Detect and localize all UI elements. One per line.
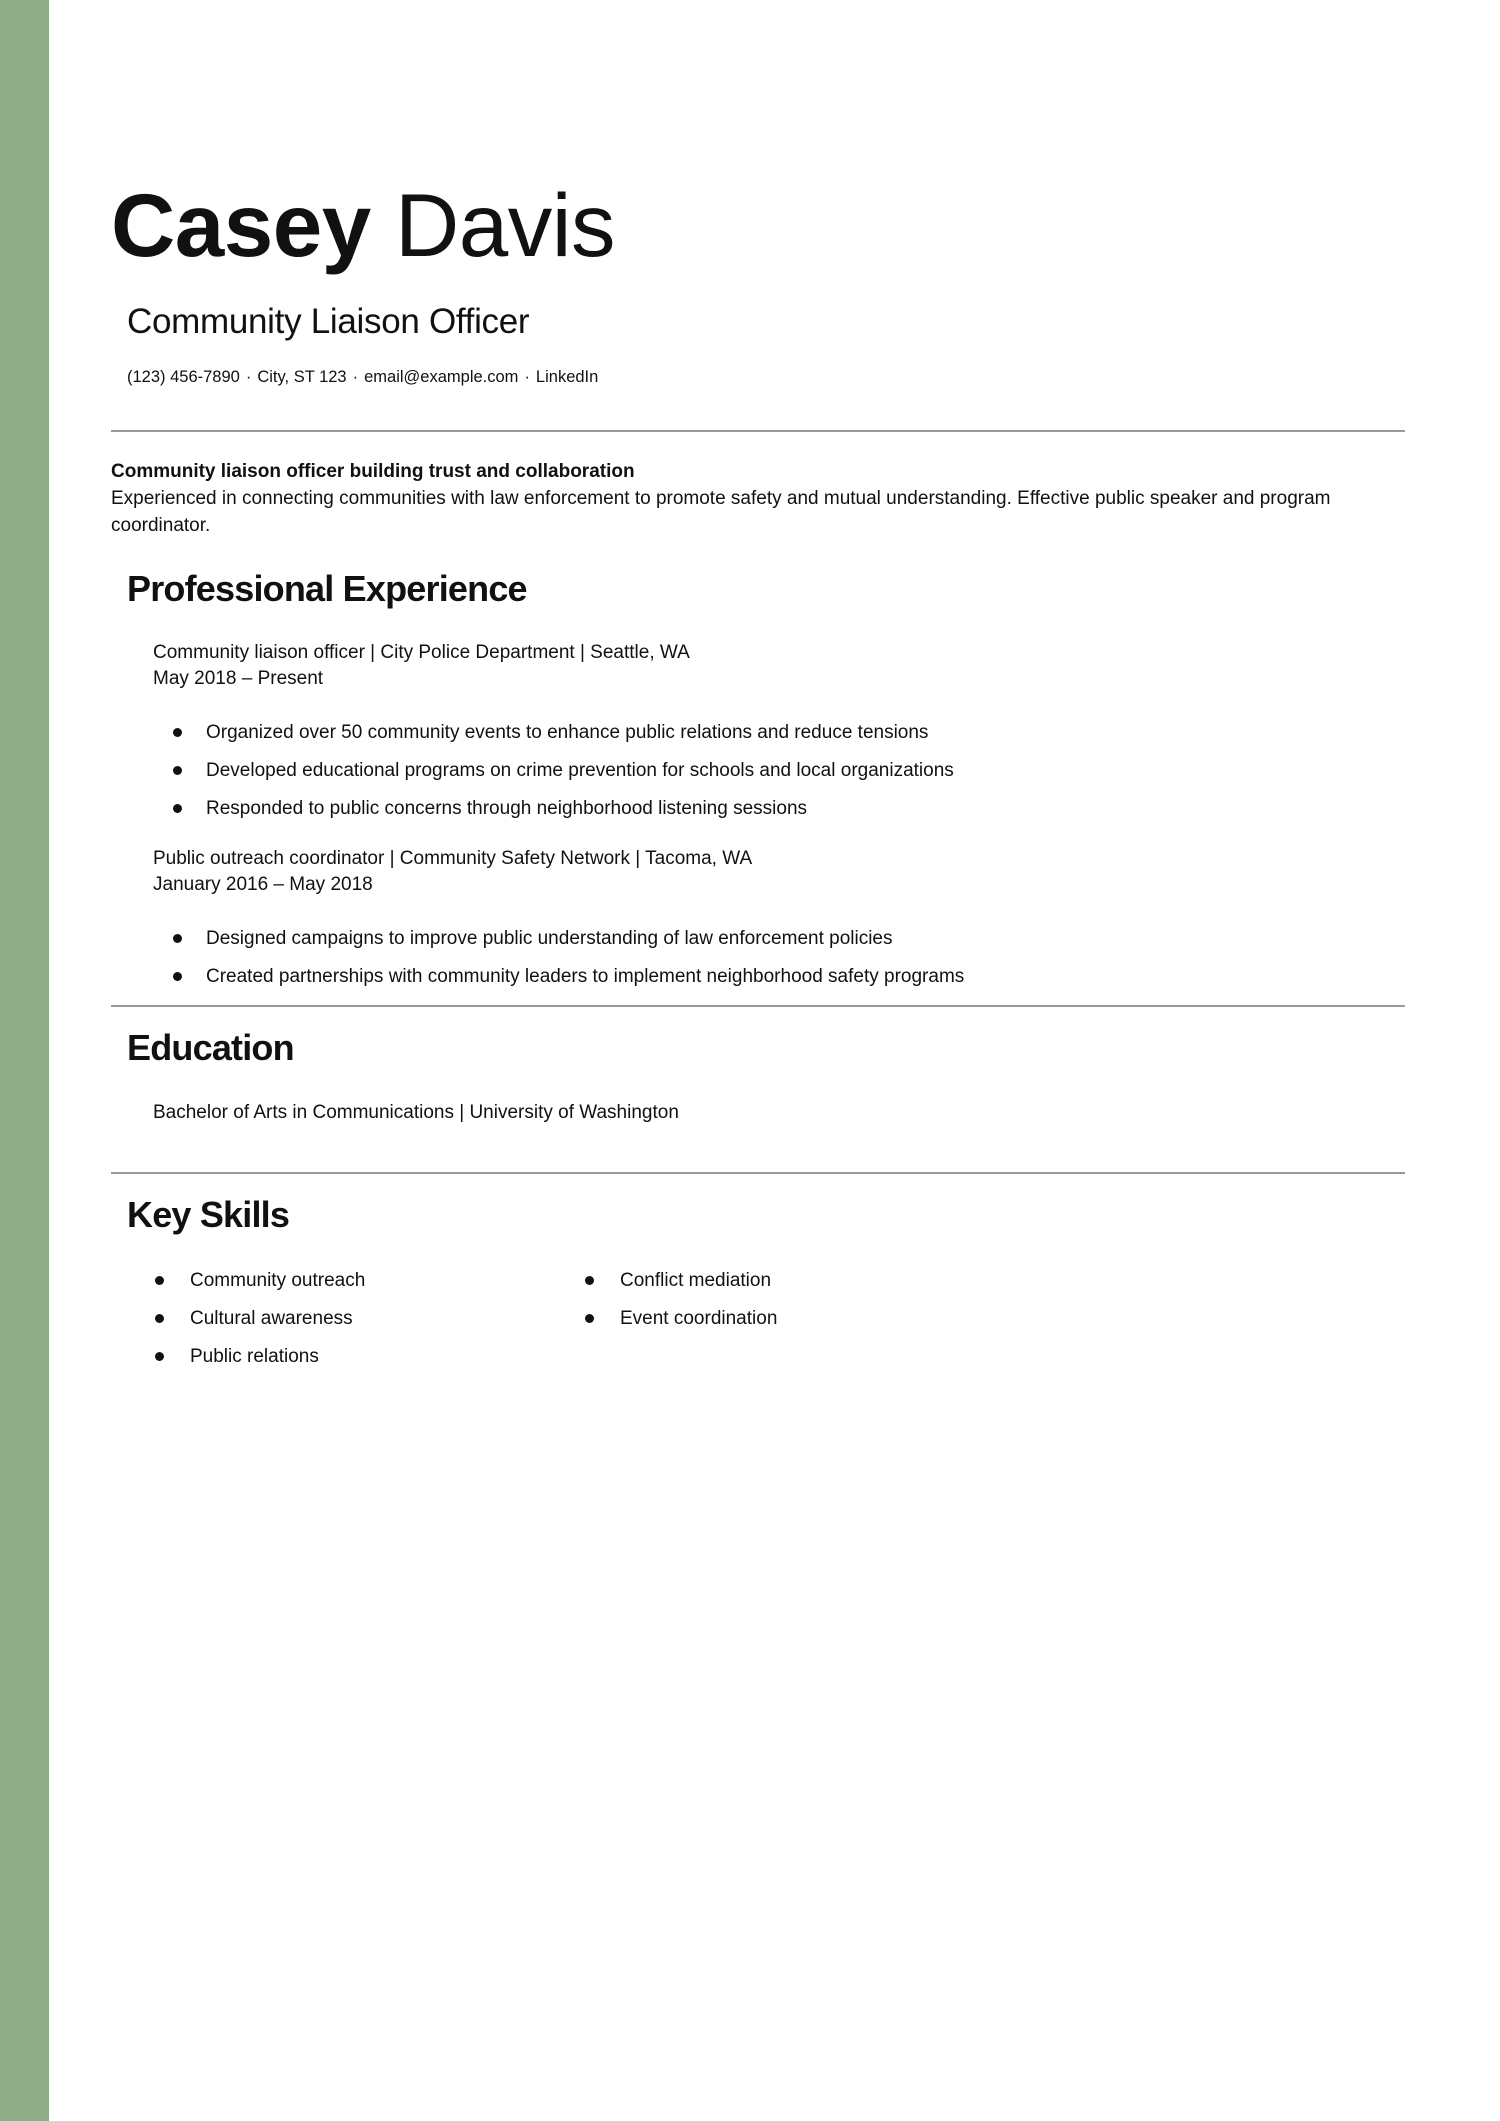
separator-dot: · xyxy=(524,368,530,386)
separator-dot: · xyxy=(352,368,359,386)
bullet-text: Responded to public concerns through neighborhood listening sessions xyxy=(206,798,808,819)
job-bullets xyxy=(153,714,1383,828)
job-dates: January 2016 – May 2018 xyxy=(153,874,373,895)
skills-column-1 xyxy=(138,1262,568,1376)
contact-line xyxy=(127,366,598,388)
contact-email[interactable]: email@example.com xyxy=(364,368,519,386)
header-divider xyxy=(111,430,1405,432)
job-title: Community Liaison Officer xyxy=(127,302,530,341)
bullet-item xyxy=(153,714,1383,752)
skill-text: Conflict mediation xyxy=(620,1270,772,1291)
experience-divider xyxy=(111,1005,1405,1007)
experience-heading: Professional Experience xyxy=(127,568,527,609)
bullet-item xyxy=(153,752,1383,790)
job-header: Public outreach coordinator | Community Safety Network | Tacoma, WA xyxy=(153,848,753,869)
education-entry: Bachelor of Arts in Communications | University of Washington xyxy=(153,1102,679,1123)
job-header: Community liaison officer | City Police Department | Seattle, WA xyxy=(153,642,690,663)
summary-headline: Community liaison officer building trust and collaboration xyxy=(111,461,635,482)
bullet-icon xyxy=(585,1314,594,1323)
bullet-icon xyxy=(585,1276,594,1285)
bullet-item xyxy=(153,920,1383,958)
bullet-icon xyxy=(155,1314,164,1323)
skill-item xyxy=(138,1338,568,1376)
contact-location: City, ST 123 xyxy=(257,368,347,386)
bullet-icon xyxy=(173,804,182,813)
skill-item xyxy=(568,1300,777,1338)
last-name: Davis xyxy=(395,175,616,275)
bullet-icon xyxy=(173,766,182,775)
skill-item xyxy=(568,1262,777,1300)
skill-item xyxy=(138,1262,568,1300)
skills-list xyxy=(138,1262,777,1376)
first-name: Casey xyxy=(111,175,371,275)
bullet-icon xyxy=(173,972,182,981)
job-bullets xyxy=(153,920,1383,996)
summary-body: Experienced in connecting communities with law enforcement to promote safety and mutual understanding. Effective public speaker and program coordinator. xyxy=(111,488,1331,536)
job-entry xyxy=(153,846,1383,996)
skill-text: Event coordination xyxy=(620,1308,778,1329)
bullet-icon xyxy=(155,1352,164,1361)
bullet-text: Organized over 50 community events to enhance public relations and reduce tensions xyxy=(206,722,929,743)
job-entry xyxy=(153,640,1383,828)
skill-text: Cultural awareness xyxy=(190,1308,353,1329)
bullet-item xyxy=(153,790,1383,828)
bullet-icon xyxy=(155,1276,164,1285)
skill-text: Community outreach xyxy=(190,1270,366,1291)
summary-section xyxy=(111,458,1405,539)
education-divider xyxy=(111,1172,1405,1174)
bullet-text: Created partnerships with community leaders to implement neighborhood safety programs xyxy=(206,966,965,987)
bullet-item xyxy=(153,958,1383,996)
separator-dot: · xyxy=(245,368,252,386)
skills-column-2 xyxy=(568,1262,777,1376)
skill-text: Public relations xyxy=(190,1346,319,1367)
job-dates: May 2018 – Present xyxy=(153,668,324,689)
skills-heading: Key Skills xyxy=(127,1194,290,1235)
bullet-text: Developed educational programs on crime prevention for schools and local organizations xyxy=(206,760,954,781)
accent-sidebar-strip xyxy=(0,0,49,2121)
bullet-text: Designed campaigns to improve public understanding of law enforcement policies xyxy=(206,928,893,949)
bullet-icon xyxy=(173,728,182,737)
candidate-name xyxy=(111,170,615,280)
skill-item xyxy=(138,1300,568,1338)
contact-linkedin-link[interactable]: LinkedIn xyxy=(535,368,599,386)
bullet-icon xyxy=(173,934,182,943)
contact-phone: (123) 456-7890 xyxy=(127,368,240,386)
education-heading: Education xyxy=(127,1027,294,1068)
